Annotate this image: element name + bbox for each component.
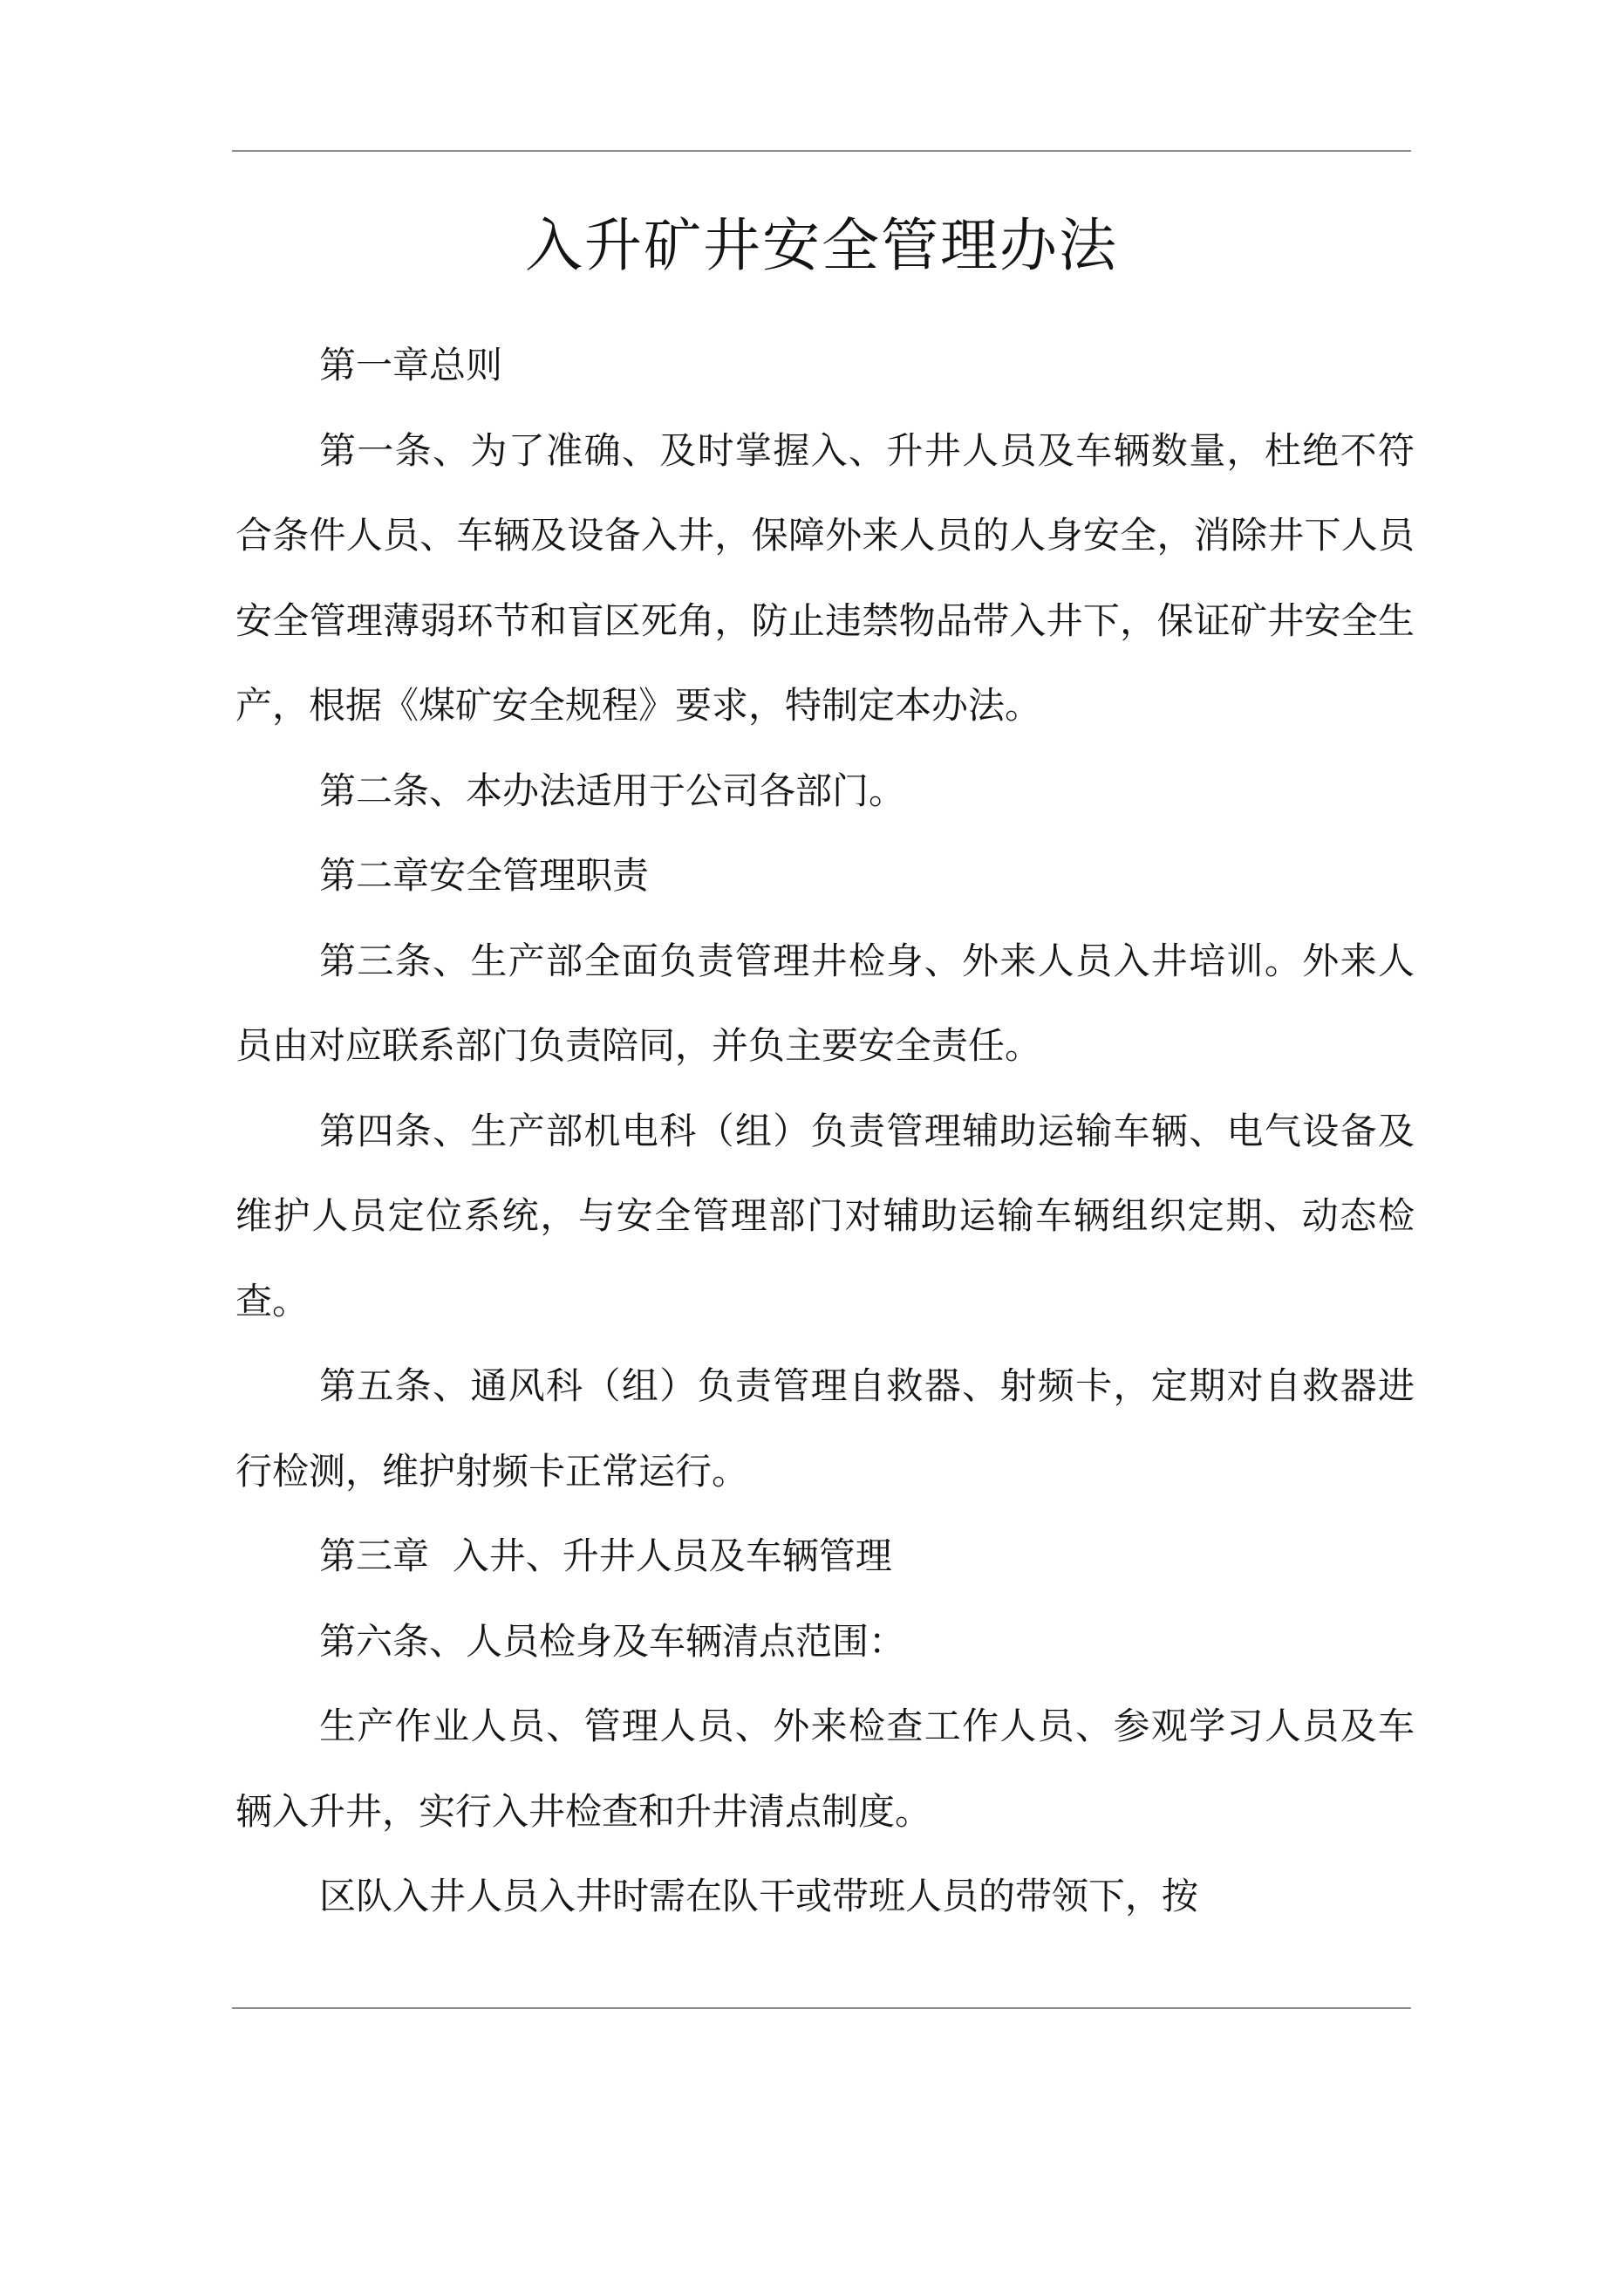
paragraph: 第二条、本办法适用于公司各部门。: [319, 769, 906, 812]
chapter-heading: 第二章安全管理职责: [319, 854, 650, 897]
paragraph: 第五条、通风科（组）负责管理自救器、射频卡，定期对自救器进行检测，维护射频卡正常运行。: [235, 1364, 1415, 1493]
paragraph: 第三条、生产部全面负责管理井检身、外来人员入井培训。外来人员由对应联系部门负责陪同，并负主要安全责任。: [235, 939, 1415, 1067]
document-body: [235, 323, 1415, 1939]
header-rule: [232, 150, 1411, 152]
paragraph: 区队入井人员入井时需在队干或带班人员的带领下，按: [319, 1875, 1199, 1917]
paragraph: 第四条、生产部机电科（组）负责管理辅助运输车辆、电气设备及维护人员定位系统，与安全管理部门对辅助运输车辆组织定期、动态检查。: [235, 1109, 1415, 1322]
chapter-heading: 第一章总则: [319, 344, 503, 386]
paragraph: 生产作业人员、管理人员、外来检查工作人员、参观学习人员及车辆入升井，实行入井检查和升井清点制度。: [235, 1705, 1415, 1833]
paragraph: 第六条、人员检身及车辆清点范围：: [319, 1619, 906, 1663]
paragraph: 第一条、为了准确、及时掌握入、升井人员及车辆数量，杜绝不符合条件人员、车辆及设备入井，保障外来人员的人身安全，消除井下人员安全管理薄弱环节和盲区死角，防止违禁物品带入井下，保证矿井安全生产，根据《煤矿安全规程》要求，特制定本办法。: [235, 428, 1415, 727]
footer-rule: [232, 2007, 1411, 2009]
chapter-heading: 第三章 入井、升井人员及车辆管理: [319, 1534, 892, 1577]
document-title: 入升矿井安全管理办法: [525, 212, 1118, 279]
